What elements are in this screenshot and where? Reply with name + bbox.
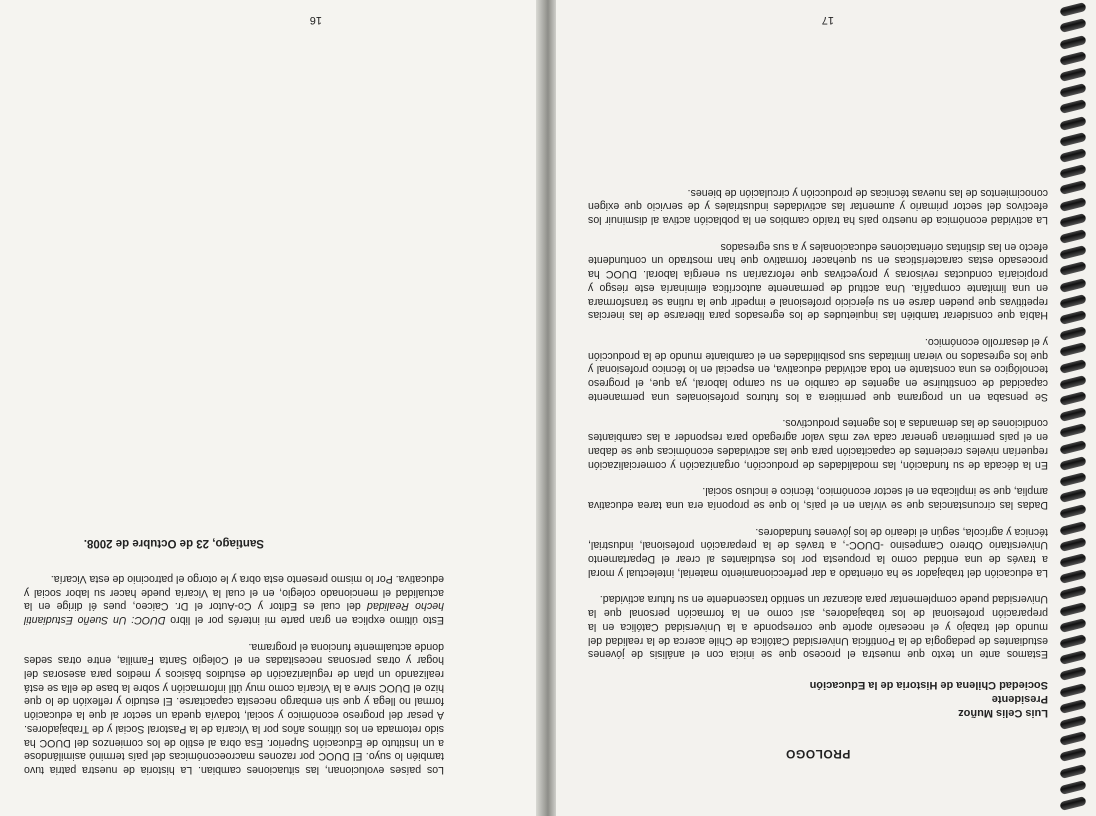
book-gutter	[536, 0, 556, 816]
paragraph: Se pensaba en un programa que permitiera a los futuros profesionales una permanente capacidad de constituirse en agentes de cambio en su campo laboral, ya que, el progreso tecnológico es una constante en toda actividad educativa, en especial en lo técnico profesional y que los egresados no vieran limitadas sus posibilidades en el cambiante mundo de la producción y el desarrollo económico.	[588, 335, 1048, 403]
paragraph-end: del cual es Editor y Co-Autor el Dr. Caiceo, pues él dirige en la actualidad el mencionado colegio, en el cual la Vicaría puede hacer su labor social y educativa. Por lo mismo presento esta obra y le otorgo el patrocinio de esta Vicaría.	[23, 572, 444, 613]
binding-coil	[1059, 585, 1086, 600]
binding-coil	[1059, 164, 1086, 179]
binding-coil	[1059, 2, 1086, 17]
binding-coil	[1059, 51, 1086, 66]
binding-coil	[1059, 569, 1086, 584]
binding-coil	[1059, 326, 1086, 341]
binding-coil	[1059, 245, 1086, 260]
binding-coil	[1059, 294, 1086, 309]
binding-coil	[1059, 391, 1086, 406]
binding-coil	[1059, 521, 1086, 536]
binding-coil	[1059, 342, 1086, 357]
binding-coil	[1059, 83, 1086, 98]
page-16	[0, 0, 536, 816]
binding-coil	[1059, 683, 1086, 698]
page-title: PROLOGO	[785, 747, 851, 761]
binding-coil	[1059, 715, 1086, 730]
signature-name: Luis Celis Muñoz	[958, 707, 1048, 720]
binding-coil	[1059, 472, 1086, 487]
date-line: Santiago, 23 de Octubre de 2008.	[83, 537, 264, 550]
binding-coil	[1059, 618, 1086, 633]
binding-coil	[1059, 747, 1086, 762]
binding-coil	[1059, 553, 1086, 568]
spiral-binding	[1058, 0, 1096, 816]
paragraph: La educación del trabajador se ha orientado a dar perfeccionamiento material, intelectual y moral a través de una entidad como la propuesta por los estudiantes al crear el Departamento Universitario Obrero Campesino -DUOC-, a través de la preparación profesional, industrial, técnica y agrícola, según el ideario de los jóvenes fundadores.	[588, 525, 1048, 579]
binding-coil	[1059, 796, 1086, 811]
binding-coil	[1059, 132, 1086, 147]
paragraph: En la década de su fundación, las modalidades de producción, organización y comercialización requerían niveles crecientes de capacitación para que las actividades económicas que se daban en el país permitieran generar cada vez más valor agregado para responder a las cambiantes condiciones de las demandas a los agentes productivos.	[588, 417, 1048, 471]
binding-coil	[1059, 116, 1086, 131]
paragraph-start: Esto último explica en gran parte mi interés por el libro	[165, 613, 444, 626]
binding-coil	[1059, 666, 1086, 681]
paragraph: Los países evolucionan, las situaciones cambian. La historia de nuestra patria tuvo también lo suyo. El DUOC por razones macroeconómicas del país terminó asimilándose a un Instituto de Educación Superior. Esa obra al estilo de los comienzos del DUOC ha sido retomada en los últimos años por la Vicaría de la Pastoral Social y de Trabajadores. A pesar del progreso económico y social, todavía queda un sector al que la educación formal no llega y que sin embargo necesita capacitarse. El estudio y reflexión de lo que hizo el DUOC sirve a la Vicaría como muy útil información y sobre la base de ella se está realizando un plan de regularización de estudios básicos y medios para asesoras del hogar y otras personas necesitadas en el Colegio Santa Familia, entre otras sedes donde actualmente funciona el programa.	[24, 640, 444, 776]
binding-coil	[1059, 731, 1086, 746]
binding-coil	[1059, 359, 1086, 374]
binding-coil	[1059, 699, 1086, 714]
binding-coil	[1059, 764, 1086, 779]
binding-coil	[1059, 375, 1086, 390]
binding-coil	[1059, 229, 1086, 244]
paragraph: Había que considerar también las inquietudes de los egresados para liberarse de las inercias repetitivas que pueden darse en su ejercicio profesional e impedir que la rutina se transformara en una limitante compañía. Una actitud de permanente autocrítica eliminaría este riesgo y propiciaría conductas revisoras y proyectivas que reforzarían su energía laboral. DUOC ha procesado estas características en su quehacer formativo que han mostrado un contundente efecto en las distintas orientaciones educacionales y a sus egresados	[588, 240, 1048, 322]
book-title: DUOC: Un Sueño Estudiantil hecho Realidad	[24, 600, 444, 626]
binding-coil	[1059, 278, 1086, 293]
binding-coil	[1059, 504, 1086, 519]
binding-coil	[1059, 407, 1086, 422]
binding-coil	[1059, 634, 1086, 649]
prologue-continued-column	[24, 535, 444, 776]
paragraph: Estamos ante un texto que muestra el proceso que se inicia con el análisis de jóvenes estudiantes de pedagogía de la Pontificia Universidad Católica de Chile acerca de la realidad del mundo del trabajo y el necesario aporte que corresponde a la Universidad Católica en la preparación profesional de los trabajadores, así como en la formación personal que la Universidad puede complementar para alcanzar un sentido trascendente en su futura actividad.	[588, 593, 1048, 661]
binding-coil	[1059, 99, 1086, 114]
binding-coil	[1059, 780, 1086, 795]
binding-coil	[1059, 488, 1086, 503]
binding-coil	[1059, 440, 1086, 455]
binding-coil	[1059, 602, 1086, 617]
binding-coil	[1059, 180, 1086, 195]
paragraph: Dadas las circunstancias que se vivían en el país, lo que se proponía era una tarea educativa amplia, que se implicaba en el sector económico, técnico e incluso social.	[588, 485, 1048, 511]
paragraph: La actividad económica de nuestro país ha traído cambios en la población activa al disminuir los efectivos del sector primario y aumentar las actividades industriales y de servicio que exigen conocimientos de las nuevas técnicas de producción y circulación de bienes.	[588, 186, 1048, 227]
binding-coil	[1059, 197, 1086, 212]
binding-coil	[1059, 537, 1086, 552]
signature-role: Presidente	[991, 693, 1048, 706]
binding-coil	[1059, 456, 1086, 471]
binding-coil	[1059, 650, 1086, 665]
page-17	[556, 0, 1096, 816]
binding-coil	[1059, 423, 1086, 438]
signature-institution: Sociedad Chilena de Historia de la Educación	[809, 679, 1048, 692]
paragraph-with-book-title	[24, 571, 444, 626]
binding-coil	[1059, 310, 1086, 325]
binding-coil	[1059, 213, 1086, 228]
binding-coil	[1059, 35, 1086, 50]
binding-coil	[1059, 261, 1086, 276]
signature-block	[588, 678, 1048, 720]
binding-coil	[1059, 18, 1086, 33]
binding-coil	[1059, 148, 1086, 163]
prologue-column	[588, 172, 1048, 760]
page-number: 17	[821, 14, 834, 26]
binding-coil	[1059, 67, 1086, 82]
page-number: 16	[309, 14, 322, 26]
